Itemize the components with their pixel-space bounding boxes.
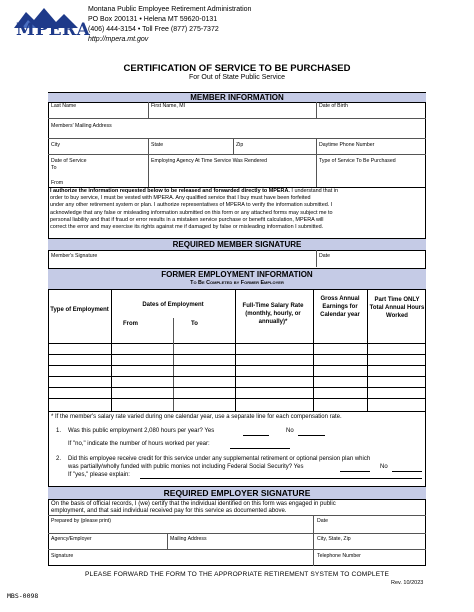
- q2-number: 2.: [56, 456, 62, 462]
- authorization-line: acknowledge that any false or misleading information submitted on this form or any attached forms may subject me to: [50, 209, 333, 216]
- col-type-header: Type of Employment: [50, 307, 109, 313]
- table-row[interactable]: [48, 355, 426, 366]
- q2-no-label: No: [380, 464, 388, 470]
- section-title: REQUIRED MEMBER SIGNATURE: [172, 240, 302, 249]
- q2-text-line2: was partially/wholly funded with public monies not including Federal Social Security? Yes: [68, 464, 304, 470]
- table-row[interactable]: [48, 377, 426, 388]
- agency-label: Agency/Employer: [51, 536, 92, 542]
- zip-label: Zip: [236, 142, 244, 148]
- prepared-date-label: Date: [317, 518, 328, 524]
- last-name-field[interactable]: [49, 109, 147, 118]
- authorization-line: personal liability and that if fraud or error results in a mistaken service purchase or benefit calculation, MPERA will: [50, 216, 324, 223]
- table-row[interactable]: [48, 399, 426, 412]
- q2-explain-blank[interactable]: [140, 478, 422, 479]
- telephone-field[interactable]: [314, 559, 425, 566]
- member-signature-date-label: Date: [319, 253, 330, 259]
- city-state-zip-field[interactable]: [314, 542, 425, 549]
- dob-label: Date of Birth: [319, 103, 348, 109]
- member-signature-label: Member's Signature: [51, 253, 98, 259]
- city-state-zip-label: City, State, Zip: [317, 536, 351, 542]
- q1-yes-blank[interactable]: [243, 435, 269, 436]
- q2-text-line1: Did this employee receive credit for this service under any supplemental retirement or optional pension plan which: [68, 456, 371, 462]
- employing-agency-label: Employing Agency At Time Service Was Rendered: [151, 158, 268, 164]
- city-label: City: [51, 142, 60, 148]
- employer-signature-label: Signature: [51, 553, 74, 559]
- date-to-field[interactable]: [60, 164, 146, 173]
- col-dates-header: Dates of Employment: [142, 302, 204, 308]
- authorization-line: I understand that in: [291, 188, 338, 194]
- member-signature-field[interactable]: [49, 259, 315, 267]
- state-label: State: [151, 142, 164, 148]
- employer-signature-header: [48, 486, 426, 500]
- q1-hours-blank[interactable]: [230, 448, 290, 449]
- q1-number: 1.: [56, 428, 62, 434]
- q2-yes-blank[interactable]: [340, 471, 370, 472]
- daytime-phone-label: Daytime Phone Number: [319, 142, 375, 148]
- org-address: PO Box 200131 • Helena MT 59620-0131: [88, 16, 218, 23]
- authorization-bold: I authorize the information requested below to be released and forwarded directly to MPERA.: [50, 188, 290, 194]
- q1-no-label: No: [286, 428, 294, 434]
- q2-follow-up: If "yes," please explain:: [68, 472, 130, 478]
- member-signature-date-field[interactable]: [317, 259, 425, 267]
- col-from-header: From: [123, 321, 138, 327]
- col-gross-header: Gross Annual Earnings for Calendar year: [320, 296, 360, 318]
- table-row[interactable]: [48, 388, 426, 399]
- forward-instruction: PLEASE FORWARD THE FORM TO THE APPROPRIATE RETIREMENT SYSTEM TO COMPLETE: [84, 571, 390, 578]
- date-to-label: To: [51, 165, 57, 171]
- telephone-label: Telephone Number: [317, 553, 361, 559]
- form-subtitle: For Out of State Public Service: [188, 74, 286, 81]
- date-from-field[interactable]: [66, 178, 146, 187]
- former-employment-header: [48, 268, 426, 290]
- certify-line-1: On the basis of official records, I (we) certify that the individual identified on this form was engaged in public: [51, 501, 336, 507]
- org-phone: (406) 444-3154 • Toll Free (877) 275-7372: [88, 26, 219, 33]
- prepared-date-field[interactable]: [314, 524, 425, 533]
- table-row[interactable]: [48, 366, 426, 377]
- section-title: MEMBER INFORMATION: [190, 93, 284, 102]
- section-title: REQUIRED EMPLOYER SIGNATURE: [163, 488, 311, 498]
- q1-text: Was this public employment 2,080 hours per year? Yes: [68, 428, 215, 434]
- agency-field[interactable]: [49, 542, 166, 549]
- section-subtitle: To Be Completed by Former Employer: [190, 280, 284, 286]
- org-website[interactable]: http://mpera.mt.gov: [88, 36, 149, 43]
- authorization-line: under any other retirement system or plan. I authorize representatives of MPERA to verify the information submitted. I: [50, 202, 333, 209]
- member-signature-header: [48, 238, 426, 251]
- table-row[interactable]: [48, 343, 426, 355]
- certify-line-2: employment, and that said individual received pay for this service as documented above.: [51, 508, 287, 514]
- mpera-logo: [14, 6, 91, 42]
- col-part-time-header: Part Time ONLY Total Annual Hours Worked: [369, 297, 425, 319]
- last-name-label: Last Name: [51, 103, 77, 109]
- q1-follow-up: If "no," indicate the number of hours worked per year:: [68, 441, 210, 447]
- first-name-field[interactable]: [149, 109, 315, 118]
- authorization-text: [50, 188, 425, 231]
- authorization-line: order to buy service, I must be vested with MPERA. Any qualified service that I buy must have been forfeited: [50, 195, 311, 202]
- type-of-service-field[interactable]: [317, 164, 425, 186]
- mailing-address-field[interactable]: [49, 129, 425, 138]
- revision-date: Rev. 10/2023: [391, 580, 424, 586]
- section-title: FORMER EMPLOYMENT INFORMATION: [161, 270, 313, 279]
- employer-mailing-address-field[interactable]: [168, 542, 312, 549]
- date-from-label: From: [51, 180, 64, 186]
- employer-signature-field[interactable]: [49, 559, 312, 566]
- col-salary-header: Full-Time Salary Rate (monthly, hourly, or annually)*: [242, 303, 304, 325]
- q1-no-blank[interactable]: [298, 435, 325, 436]
- prepared-by-label: Prepared by (please print): [51, 518, 111, 524]
- dob-field[interactable]: [317, 109, 425, 118]
- type-of-service-label: Type of Service To Be Purchased: [319, 158, 396, 164]
- logo-text: MPERA: [16, 20, 91, 40]
- form-title: CERTIFICATION OF SERVICE TO BE PURCHASED: [123, 63, 351, 74]
- first-name-label: First Name, MI: [151, 103, 186, 109]
- mailing-address-label: Members' Mailing Address: [51, 123, 112, 129]
- date-of-service-label: Date of Service: [51, 158, 87, 164]
- col-to-header: To: [191, 321, 198, 327]
- employer-mailing-address-label: Mailing Address: [170, 536, 207, 542]
- prepared-by-field[interactable]: [49, 524, 312, 533]
- employing-agency-field[interactable]: [149, 164, 315, 186]
- form-number: MBS-0098: [7, 592, 39, 600]
- q2-no-blank[interactable]: [392, 471, 422, 472]
- salary-footnote: * If the member's salary rate varied during one calendar year, use a separate line for each compensation rate.: [51, 414, 342, 420]
- member-info-header: [48, 92, 426, 103]
- authorization-line: correct the error and may exercise its rights against me if damaged by false or misleading information I submitted.: [50, 224, 324, 231]
- org-name: Montana Public Employee Retirement Administration: [88, 6, 252, 13]
